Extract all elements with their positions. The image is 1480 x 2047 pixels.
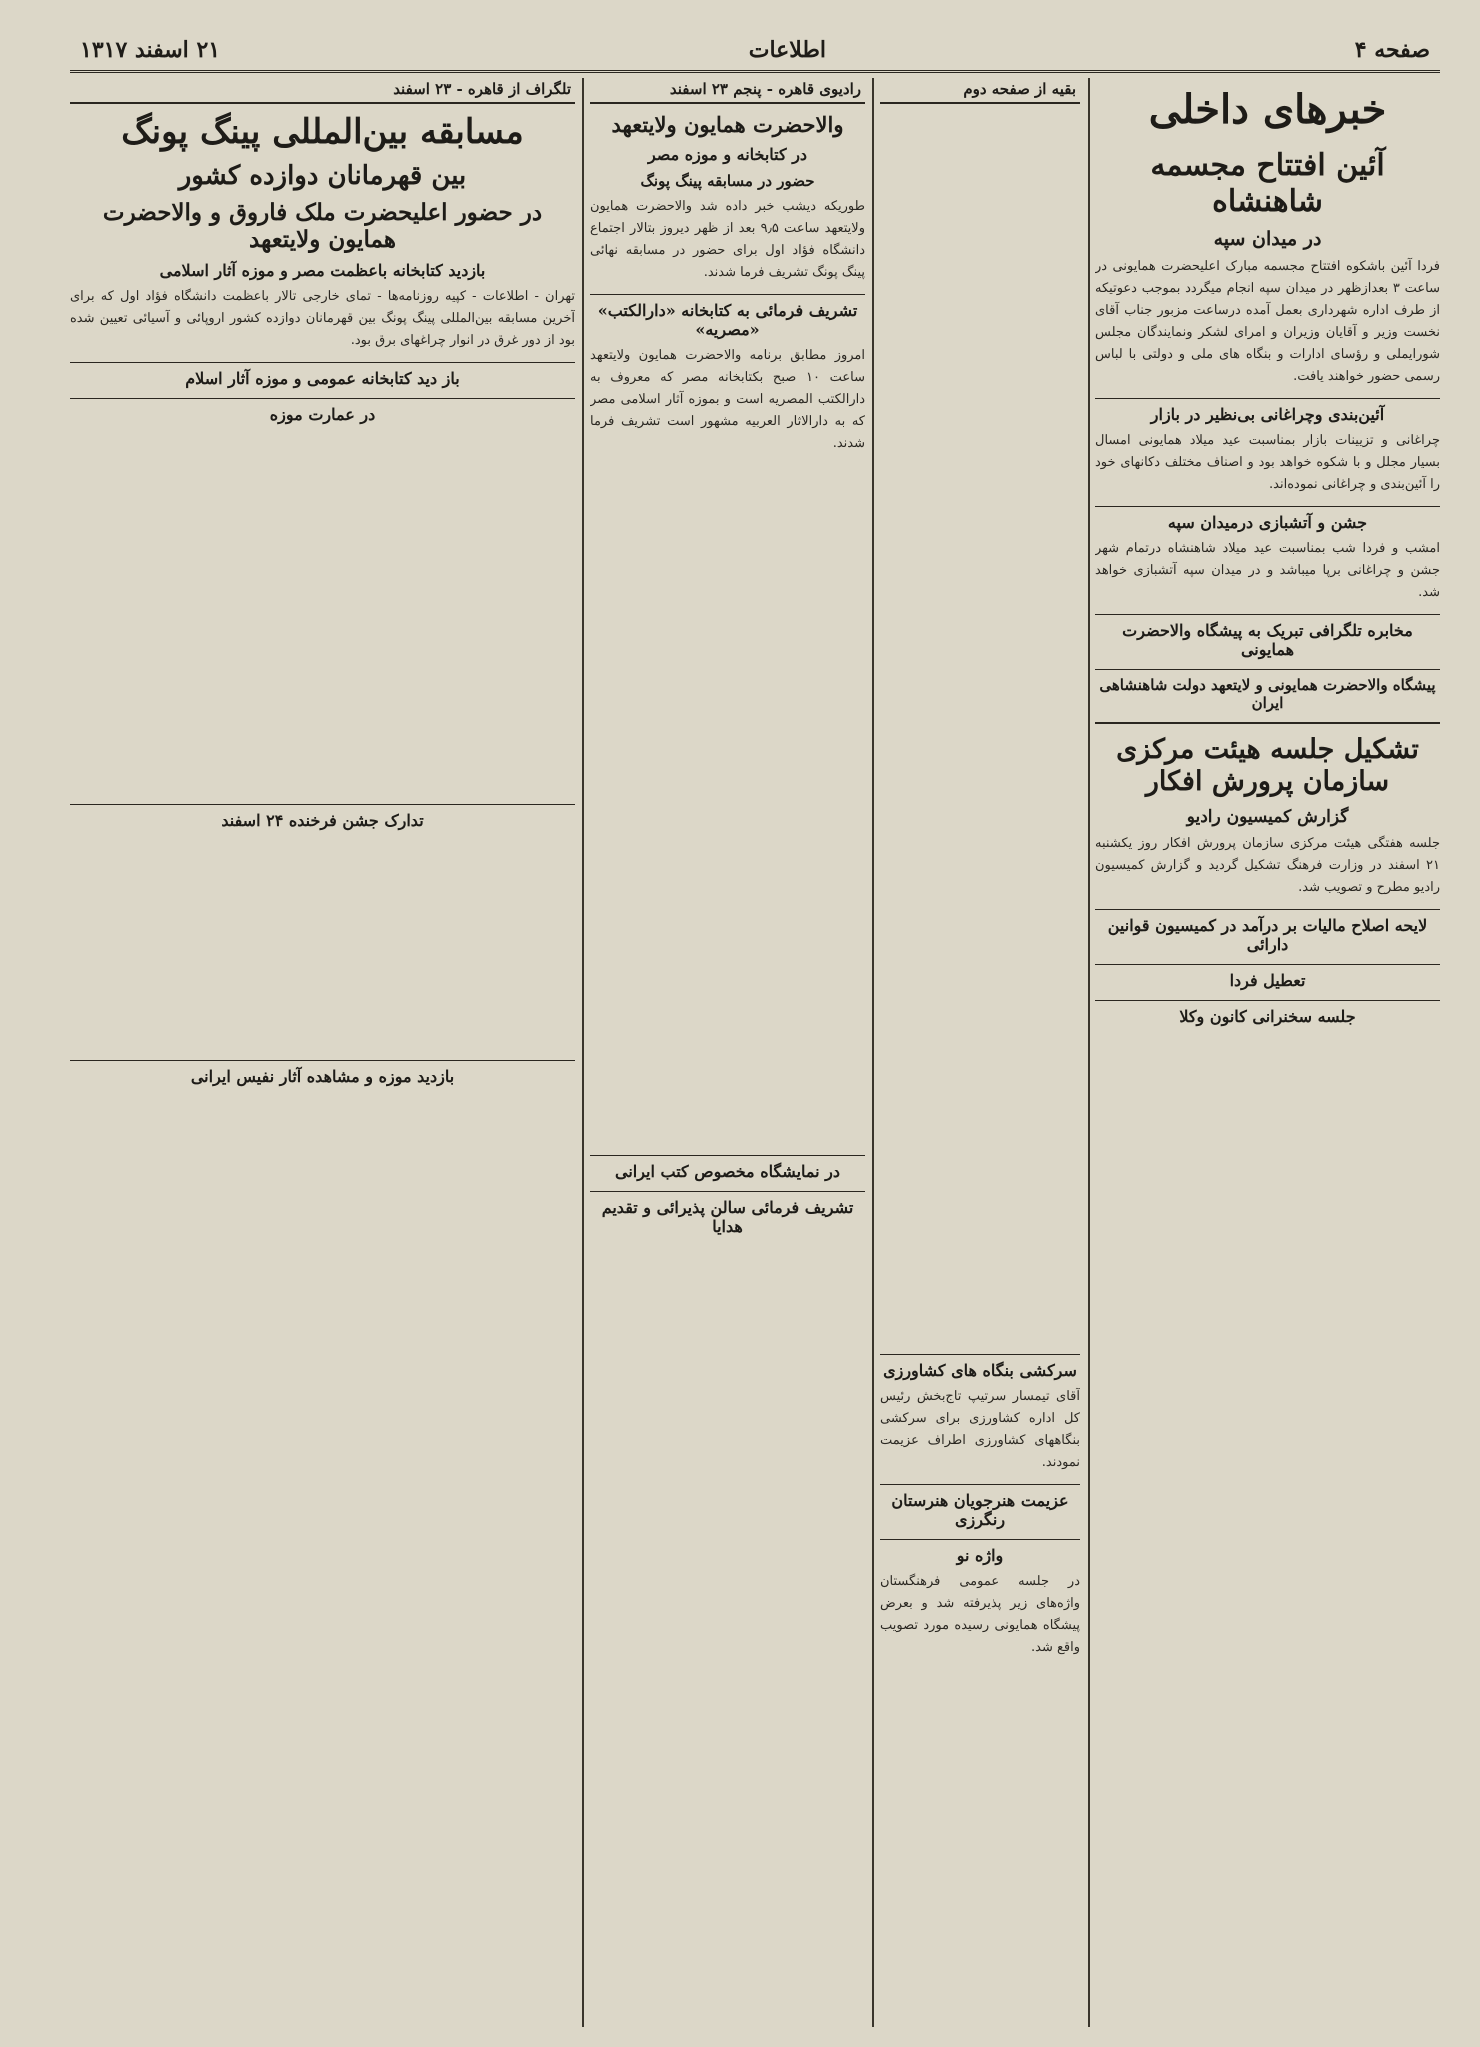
subline-presence: در حضور اعلیحضرت ملک فاروق و والاحضرت همایون ولایتعهد [102,198,543,253]
article-new-words-body: در جلسه عمومی فرهنگستان واژه‌های زیر پذیرفته شد و بعرض پیشگاه همایونی رسیده مورد تصویب واقع شد. [880,1574,1080,1655]
article-library-body: امروز مطابق برنامه والاحضرت همایون ولایتعهد ساعت ۱۰ صبح بکتابخانه مصر که معروف به دارالکتب المصریه است و بموزه آثار اسلامی مصر که به دارالاثار العربیه مشهور است تشریف فرما شدند. [590,348,865,452]
article-agriculture-body: آقای تیمسار سرتیپ تاج‌بخش رئیس کل اداره کشاورزی برای سرکشی بنگاههای کشاورزی اطراف عزیمت نمودند. [880,1389,1080,1470]
column-rule [872,78,874,2027]
masthead [70,30,1440,73]
article-bazaar-body: چراغانی و تزیینات بازار بمناسبت عید میلاد همایونی امسال بسیار مجلل و با شکوه خواهد بود و اصناف مختلف دکانهای خود را آئین‌بندی و چراغانی نموده‌اند. [1095,433,1440,492]
column-cairo-radio [590,78,865,2027]
article-pingpong-body: تهران - اطلاعات - کپیه روزنامه‌ها - تمای خارجی تالار باعظمت دانشگاه فؤاد اول که برای آخرین مسابقه بین‌المللی پینگ پونگ بین قهرمانان دوازده کشور اروپائی و آسیائی تعیین شده بود از دور غرق در انوار چراغهای برق بود. [70,288,575,348]
heading-exhibition: در نمایشگاه مخصوص کتب ایرانی [590,1155,865,1181]
subline-library: در کتابخانه و موزه مصر [647,145,808,165]
article-cairo-body: طوریکه دیشب خبر داده شد والاحضرت همایون ولایتعهد ساعت ۹٫۵ بعد از ظهر دیروز بتالار اجتماع دانشگاه فؤاد اول برای حضور در مسابقه نهائی پینگ پونگ تشریف فرما شدند. [590,199,865,281]
column-domestic-news [1095,78,1440,2027]
heading-library-visit: تشریف فرمائی به کتابخانه «دارالکتب» «مصریه» [590,294,865,339]
headline-statue: آئین افتتاح مجسمه شاهنشاه [1150,148,1385,219]
column-header: بقیه از صفحه دوم [880,78,1080,104]
heading-agriculture: سرکشی بنگاه های کشاورزی [880,1354,1080,1380]
subline-champions: بین قهرمانان دوازده کشور [178,160,467,191]
column-rule [1088,78,1090,2027]
headline-pingpong: مسابقه بین‌المللی پینگ پونگ [121,112,524,152]
article-org-body: جلسه هفتگی هیئت مرکزی سازمان پرورش افکار روز یکشنبه ۲۱ اسفند در وزارت فرهنگ تشکیل گردید و گزارش کمیسیون رادیو مطرح و تصویب شد. [1095,835,1440,895]
article-statue-body: فردا آئین باشکوه افتتاح مجسمه مبارک اعلیحضرت همایونی در ساعت ۳ بعدازظهر در میدان سپه انجام میگردد بموجب دعوتیکه از طرف اداره شهرداری بعمل آمده درساعت مزبور جناب آقای نخست وزیر و آقایان وزیران و امرای لشکر ونمایندگان مجلس شورایملی و رؤسای ادارات و بنگاه های ملی و دولتی با لباس رسمی حضور خواهند یافت. [1095,259,1440,384]
heading-dyeing-school: عزیمت هنرجویان هنرستان رنگرزی [880,1484,1080,1529]
column-cairo-telegram [70,78,575,2027]
issue-date: ۲۱ اسفند ۱۳۱۷ [80,37,221,63]
heading-crown-prince: پیشگاه والاحضرت همایونی و لایتعهد دولت شاهنشاهی ایران [1095,669,1440,712]
headline-crown-prince: والاحضرت همایون ولایتعهد [611,112,844,137]
divider [1095,722,1440,724]
heading-public-library: باز دید کتابخانه عمومی و موزه آثار اسلام [70,362,575,388]
heading-reception: تشریف فرمائی سالن پذیرائی و تقدیم هدایا [590,1191,865,1236]
headline-org: تشکیل جلسه هیئت مرکزی سازمان پرورش افکار [1116,734,1419,798]
heading-lawyers: جلسه سخنرانی کانون وکلا [1095,1000,1440,1026]
heading-museum-visit: بازدید موزه و مشاهده آثار نفیس ایرانی [70,1060,575,1086]
heading-celebration: تدارک جشن فرخنده ۲۴ اسفند [70,804,575,830]
subline-visit: بازدید کتابخانه باعظمت مصر و موزه آثار اسلامی [159,260,486,280]
column-header: رادیوی قاهره - پنجم ۲۳ اسفند [590,78,865,104]
section-kicker: خبرهای داخلی [1148,86,1387,133]
heading-bazaar: آئین‌بندی وچراغانی بی‌نظیر در بازار [1095,398,1440,424]
column-two [880,78,1080,2027]
subline-radio: گزارش کمیسیون رادیو [1186,806,1349,827]
heading-fireworks: جشن و آتشبازی درمیدان سپه [1095,506,1440,532]
heading-museum-building: در عمارت موزه [70,398,575,424]
newspaper-name: اطلاعات [748,37,827,63]
column-rule [582,78,584,2027]
article-fireworks-body: امشب و فردا شب بمناسبت عید میلاد شاهنشاه درتمام شهر جشن و چراغانی برپا میباشد و در میدان سپه آتشبازی خواهد شد. [1095,541,1440,600]
column-header: تلگراف از قاهره - ۲۳ اسفند [70,78,575,104]
page-number: صفحه ۴ [1354,37,1430,63]
heading-telegram: مخابره تلگرافی تبریک به پیشگاه والاحضرت همایونی [1095,614,1440,659]
heading-new-words: واژه نو [880,1539,1080,1565]
subline-statue: در میدان سپه [1213,228,1322,250]
heading-holiday: تعطیل فردا [1095,964,1440,990]
heading-tax: لایحه اصلاح مالیات بر درآمد در کمیسیون قوانین دارائی [1095,909,1440,954]
subline-pingpong: حضور در مسابقه پینگ پونگ [640,172,815,191]
